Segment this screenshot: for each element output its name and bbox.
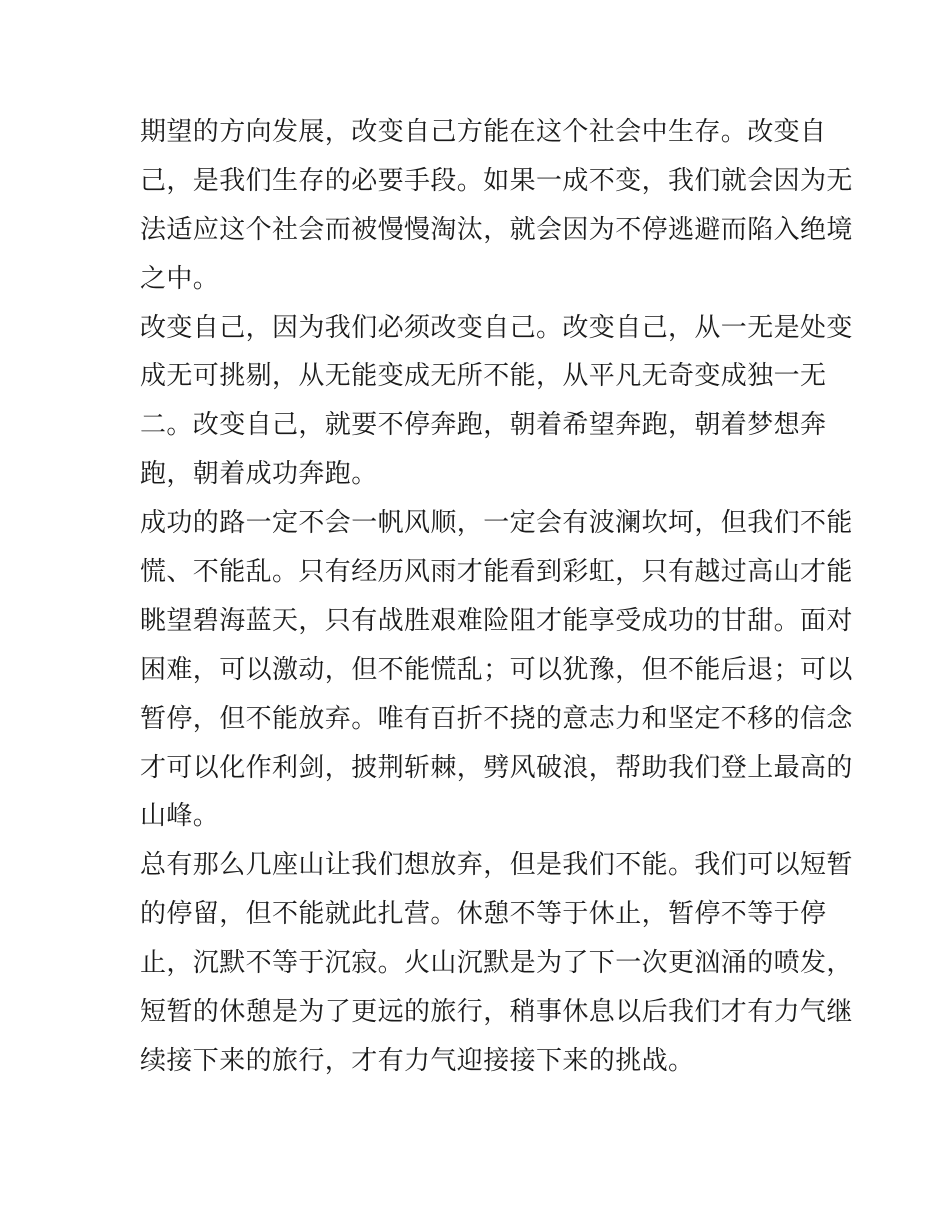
text-line: 己，是我们生存的必要手段。如果一成不变，我们就会因为无 bbox=[140, 165, 853, 196]
text-line: 改变自己，因为我们必须改变自己。改变自己，从一无是处变 bbox=[140, 312, 853, 343]
paragraph-2 bbox=[140, 304, 853, 500]
text-line: 期望的方向发展，改变自己方能在这个社会中生存。改变自 bbox=[140, 117, 827, 147]
text-line: 跑，朝着成功奔跑。 bbox=[140, 459, 378, 490]
paragraph-3 bbox=[140, 499, 853, 841]
text-line: 续接下来的旅行，才有力气迎接接下来的挑战。 bbox=[140, 1045, 695, 1076]
text-line: 暂停，但不能放弃。唯有百折不挠的意志力和坚定不移的信念 bbox=[140, 703, 853, 734]
text-line: 山峰。 bbox=[140, 801, 220, 832]
text-line: 二。改变自己，就要不停奔跑，朝着希望奔跑，朝着梦想奔 bbox=[140, 410, 827, 441]
text-line: 法适应这个社会而被慢慢淘汰，就会因为不停逃避而陷入绝境 bbox=[140, 214, 853, 245]
paragraph-4 bbox=[140, 841, 853, 1085]
text-line: 止，沉默不等于沉寂。火山沉默是为了下一次更汹涌的喷发， bbox=[140, 948, 853, 979]
document-body bbox=[140, 108, 853, 1086]
text-line: 总有那么几座山让我们想放弃，但是我们不能。我们可以短暂 bbox=[140, 850, 853, 881]
text-line: 短暂的休憩是为了更远的旅行，稍事休息以后我们才有力气继 bbox=[140, 997, 853, 1028]
text-line: 困难，可以激动，但不能慌乱；可以犹豫，但不能后退；可以 bbox=[140, 654, 853, 685]
text-line: 的停留，但不能就此扎营。休憩不等于休止，暂停不等于停 bbox=[140, 899, 827, 930]
text-line: 才可以化作利剑，披荆斩棘，劈风破浪，帮助我们登上最高的 bbox=[140, 752, 853, 783]
paragraph-1 bbox=[140, 108, 853, 304]
text-line: 成无可挑剔，从无能变成无所不能，从平凡无奇变成独一无 bbox=[140, 361, 827, 392]
text-line: 慌、不能乱。只有经历风雨才能看到彩虹，只有越过高山才能 bbox=[140, 557, 853, 588]
text-line: 眺望碧海蓝天，只有战胜艰难险阻才能享受成功的甘甜。面对 bbox=[140, 605, 853, 636]
text-line: 成功的路一定不会一帆风顺，一定会有波澜坎坷，但我们不能 bbox=[140, 508, 853, 539]
text-line: 之中。 bbox=[140, 263, 220, 294]
